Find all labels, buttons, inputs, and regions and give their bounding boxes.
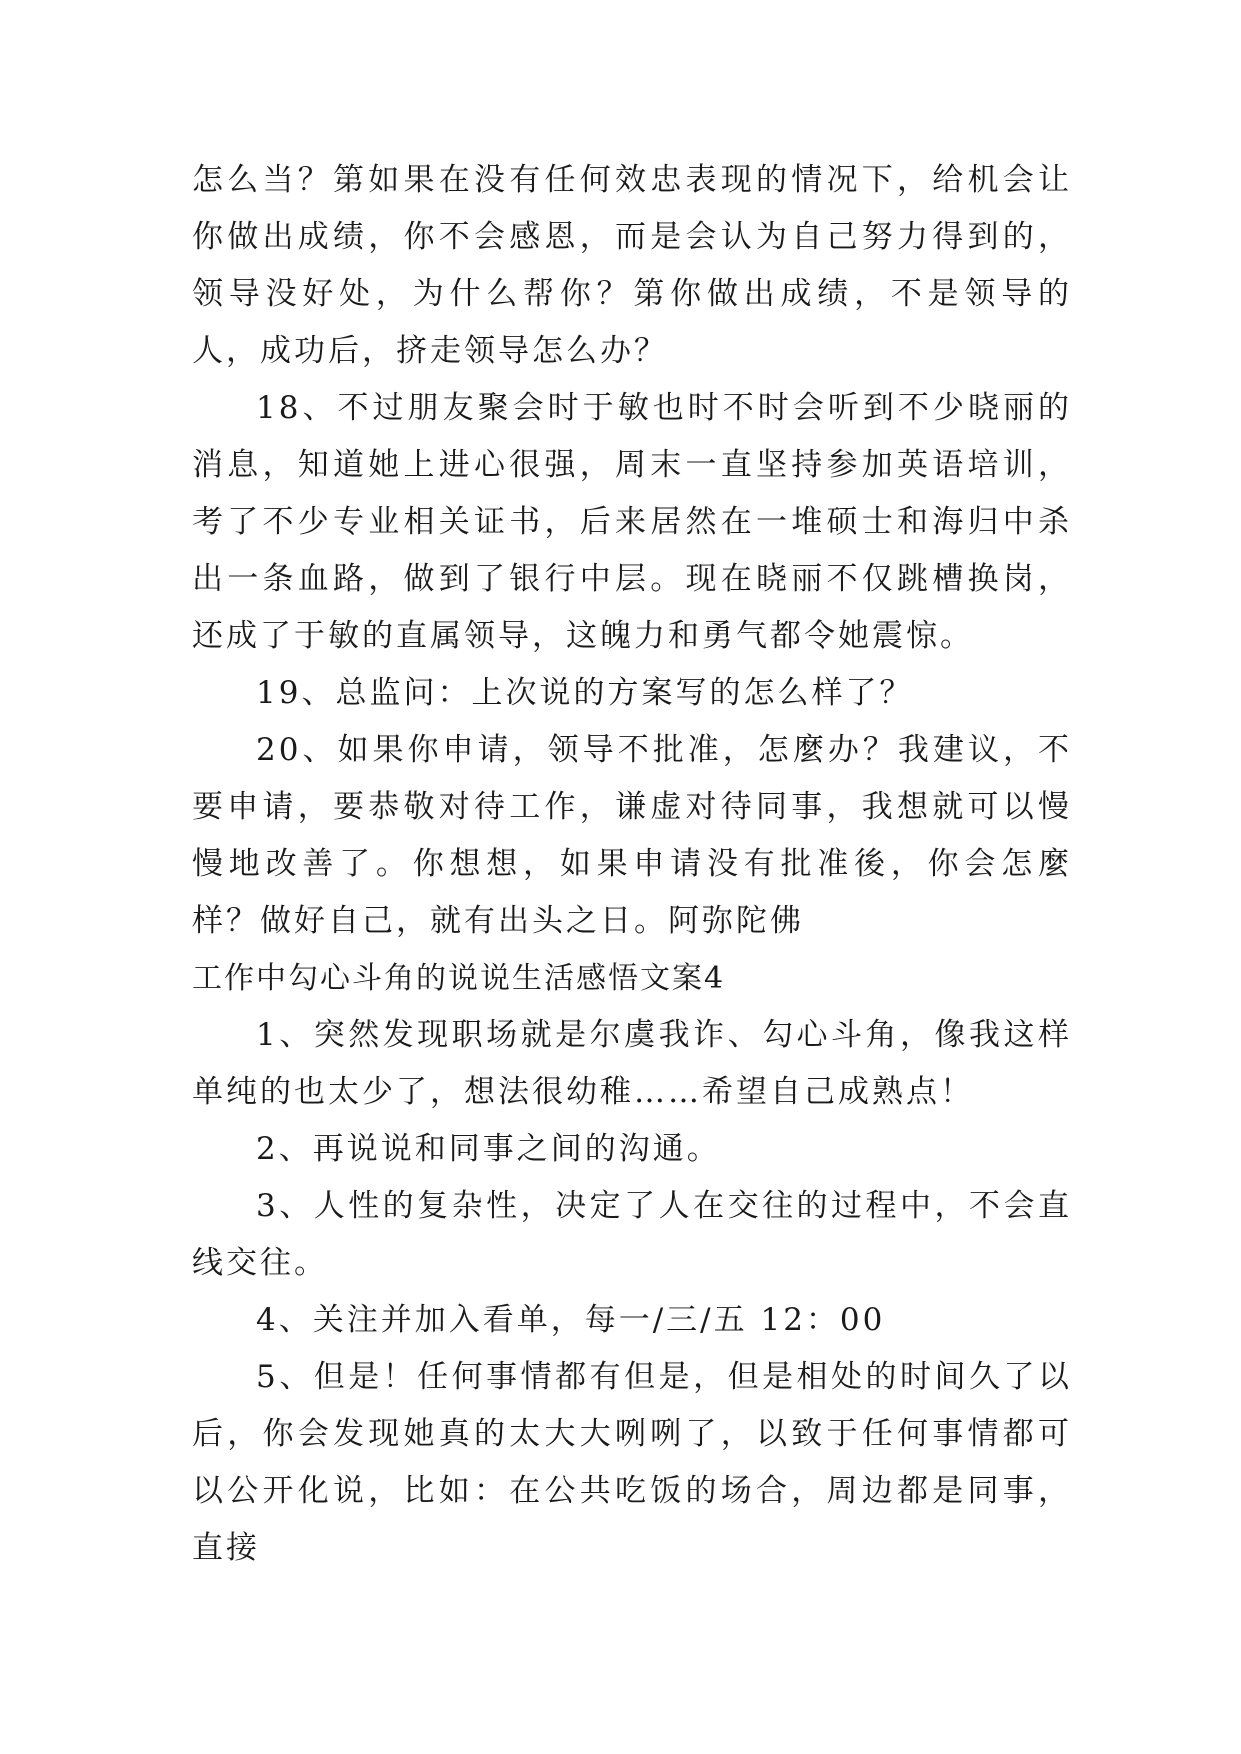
- list-item-4: 4、关注并加入看单，每一/三/五 12：00: [256, 1302, 886, 1338]
- paragraph-item-19: 19、总监问：上次说的方案写的怎么样了？: [256, 675, 914, 711]
- list-item-5: 5、但是！任何事情都有但是，但是相处的时间久了以后，你会发现她真的太大大咧咧了，以致于任何事情都可以公开化说，比如：在公共吃饭的场合，周边都是同事，直接: [192, 1359, 1072, 1566]
- paragraph-item-18: 18、不过朋友聚会时于敏也时不时会听到不少晓丽的消息，知道她上进心很强，周末一直坚持参加英语培训，考了不少专业相关证书，后来居然在一堆硕士和海归中杀出一条血路，做到了银行中层。现在晓丽不仅跳槽换岗，还成了于敏的直属领导，这魄力和勇气都令她震惊。: [192, 390, 1072, 654]
- list-item-1: 1、突然发现职场就是尔虞我诈、勾心斗角，像我这样单纯的也太少了，想法很幼稚……希望自己成熟点！: [192, 1017, 1072, 1110]
- paragraph-continuation: 怎么当？第如果在没有任何效忠表现的情况下，给机会让你做出成绩，你不会感恩，而是会认为自己努力得到的，领导没好处，为什么帮你？第你做出成绩，不是领导的人，成功后，挤走领导怎么办？: [192, 162, 1072, 369]
- list-item-2: 2、再说说和同事之间的沟通。: [256, 1131, 721, 1167]
- list-item-3: 3、人性的复杂性，决定了人在交往的过程中，不会直线交往。: [192, 1188, 1072, 1281]
- document-body: [192, 152, 1072, 1577]
- section-heading: 工作中勾心斗角的说说生活感悟文案4: [192, 961, 726, 996]
- paragraph-item-20: 20、如果你申请，领导不批准，怎麼办？我建议，不要申请，要恭敬对待工作，谦虚对待同事，我想就可以慢慢地改善了。你想想，如果申请没有批准後，你会怎麼样？做好自己，就有出头之日。阿弥陀佛: [192, 732, 1072, 939]
